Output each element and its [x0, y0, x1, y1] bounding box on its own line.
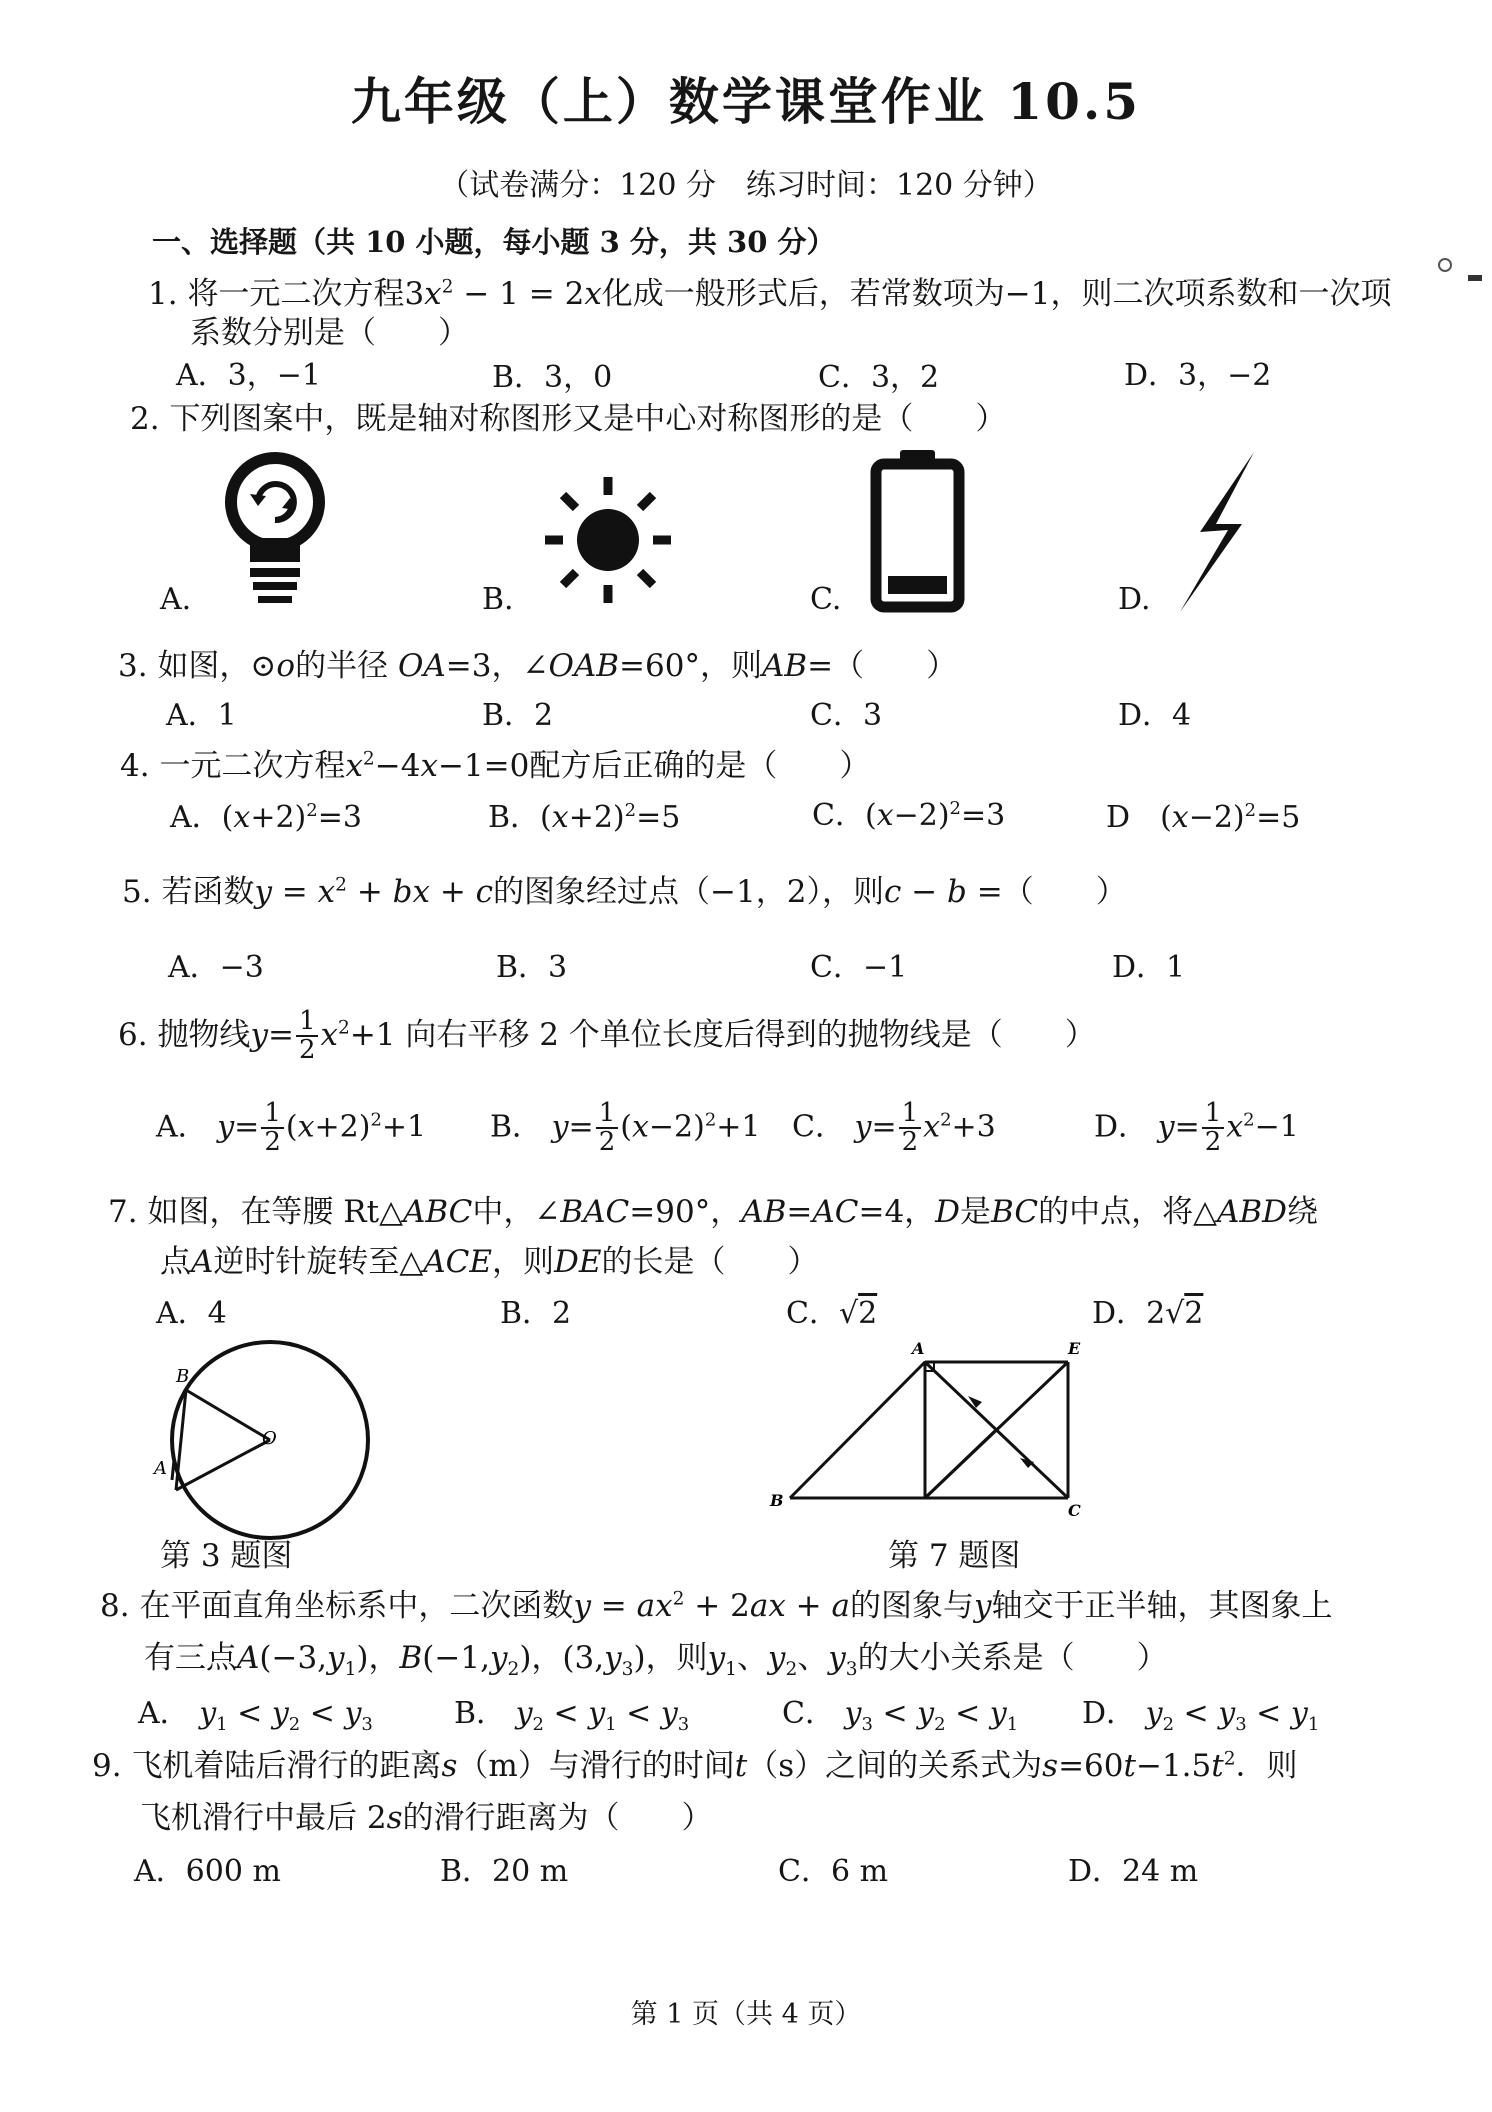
- question-7-cont: 点A逆时针旋转至△ACE，则DE的长是（ ）: [160, 1244, 819, 1280]
- question-text: 配方后正确的是（ ）: [529, 748, 871, 784]
- option-d[interactable]: D．3，−2: [1124, 358, 1272, 393]
- question-text: 的半径: [295, 648, 389, 684]
- lightning-bolt-icon: [1180, 452, 1260, 612]
- point-label-b: B: [176, 1366, 190, 1387]
- question-text: 向右平移 2 个单位长度后得到的抛物线是（ ）: [405, 1016, 1096, 1053]
- point-label-a: A: [912, 1339, 925, 1358]
- point-label-e: E: [1068, 1339, 1081, 1358]
- question-number: 4.: [120, 748, 150, 784]
- page-title: 九年级（上）数学课堂作业 10.5: [350, 72, 1142, 131]
- question-8: 8. 在平面直角坐标系中，二次函数$y = ax^2 + 2ax + a$的图象与y轴交于正半轴，其图象上: [100, 1588, 1333, 1624]
- question-number: 9.: [92, 1748, 122, 1784]
- option-c[interactable]: C．3，2: [818, 360, 940, 395]
- question-9-cont: 飞机滑行中最后 2s的滑行距离为（ ）: [140, 1800, 713, 1836]
- option-d[interactable]: D．1: [1112, 950, 1186, 985]
- question-text: （ ）: [1002, 874, 1127, 910]
- sun-icon: [543, 475, 673, 605]
- option-b[interactable]: B.: [482, 582, 514, 617]
- section-heading: 一、选择题（共 10 小题，每小题 3 分，共 30 分）: [152, 225, 836, 259]
- question-number: 7.: [108, 1194, 138, 1230]
- option-a[interactable]: A.: [160, 582, 192, 617]
- point-label-a: A: [154, 1458, 167, 1479]
- option-a[interactable]: A．1: [166, 698, 237, 733]
- question-text: ，则: [699, 648, 762, 684]
- option-c[interactable]: C．√2: [786, 1296, 878, 1331]
- figure-7-caption: 第 7 题图: [888, 1538, 1021, 1574]
- question-text: （ ）: [833, 648, 958, 684]
- question-3: 3. 如图，⊙o的半径 OA=3，∠OAB=60°，则AB=（ ）: [118, 648, 958, 684]
- question-8-cont: 有三点$A(-3,y_1)$，$B(-1,y_2)$，$(3,y_3)$，则$y_1$、$y_2$、$y_3$的大小关系是（ ）: [144, 1640, 1168, 1681]
- question-9: 9. 飞机着陆后滑行的距离s（m）与滑行的时间t（s）之间的关系式为$s=60t-1.5t^2$．则: [92, 1748, 1298, 1784]
- option-b[interactable]: B．2: [500, 1296, 572, 1331]
- light-bulb-icon: [220, 450, 330, 615]
- option-c[interactable]: C．6 m: [778, 1854, 889, 1889]
- option-a[interactable]: A．3，−1: [176, 358, 321, 393]
- option-c[interactable]: C.: [810, 582, 842, 617]
- option-b[interactable]: B．20 m: [440, 1854, 569, 1889]
- option-a[interactable]: A．600 m: [134, 1854, 281, 1889]
- option-c[interactable]: C．3: [810, 698, 883, 733]
- option-b[interactable]: B．2: [482, 698, 554, 733]
- question-text: 一元二次方程: [159, 748, 346, 784]
- option-c[interactable]: C． $y_3 < y_2 < y_1$: [782, 1696, 1019, 1735]
- option-d[interactable]: D．2√2: [1092, 1296, 1204, 1331]
- exam-info: （试卷满分：120 分 练习时间：120 分钟）: [439, 168, 1053, 203]
- question-4: 4. 一元二次方程$x^2-4x-1=0$配方后正确的是（ ）: [120, 748, 871, 784]
- option-d[interactable]: D.: [1118, 582, 1151, 617]
- figure-3-caption: 第 3 题图: [160, 1538, 293, 1574]
- option-a[interactable]: A．−3: [168, 950, 264, 985]
- question-number: 6.: [118, 1016, 148, 1053]
- page-footer: 第 1 页（共 4 页）: [630, 1999, 862, 2030]
- point-label-o: O: [262, 1428, 277, 1449]
- point-label-b: B: [770, 1491, 784, 1510]
- option-a[interactable]: A．$(x+2)^2=3$: [170, 800, 362, 835]
- option-d[interactable]: D．24 m: [1068, 1854, 1199, 1889]
- question-text: 将一元二次方程: [187, 276, 405, 312]
- figure-3-circle-diagram: [150, 1340, 360, 1550]
- scan-mark: [1438, 258, 1452, 272]
- question-number: 3.: [118, 648, 148, 684]
- question-number: 2.: [130, 401, 160, 437]
- option-b[interactable]: B． y= $\frac{1}{2}$ $(x-2)^2+1$: [490, 1098, 761, 1158]
- figure-7-triangle-diagram: [770, 1338, 1100, 1518]
- question-7: 7. 如图，在等腰 Rt△ABC中，∠BAC=90°，AB=AC=4，D是BC的中点，将△ABD绕: [108, 1194, 1318, 1230]
- option-a[interactable]: A． y= $\frac{1}{2}$ $(x+2)^2+1$: [156, 1098, 427, 1158]
- question-6: 6. 抛物线y= $\frac{1}{2}$ $x^2+1$ 向右平移 2 个单位长度后得到的抛物线是（ ）: [118, 1006, 1096, 1066]
- question-text: 化成一般形式后，若常数项为−1，则二次项系数和一次项: [601, 276, 1392, 312]
- option-b[interactable]: B．3: [496, 950, 568, 985]
- option-b[interactable]: B． $y_2 < y_1 < y_3$: [454, 1696, 690, 1735]
- option-c[interactable]: C．$(x-2)^2=3$: [812, 798, 1006, 833]
- scan-mark: [1468, 275, 1482, 281]
- option-c[interactable]: C． y= $\frac{1}{2}$ $x^2+3$: [792, 1098, 996, 1158]
- equation: $3x^2 - 1 = 2x$: [404, 276, 602, 312]
- question-number: 5.: [122, 874, 152, 910]
- question-5: 5. 若函数$y = x^2$ + bx + c的图象经过点（−1，2），则c − b =（ ）: [122, 874, 1127, 910]
- question-text: 下列图案中，既是轴对称图形又是中心对称图形的是（ ）: [169, 401, 1007, 437]
- question-text: 如图，⊙: [157, 648, 277, 684]
- question-2: [130, 393, 1006, 438]
- option-b[interactable]: B．3，0: [492, 360, 613, 395]
- option-c[interactable]: C．−1: [810, 950, 908, 985]
- question-text: 若函数: [161, 874, 255, 910]
- option-a[interactable]: A． $y_1 < y_2 < y_3$: [138, 1696, 373, 1735]
- option-d[interactable]: D．4: [1118, 698, 1192, 733]
- question-text: 的图象经过点（−1，2），则: [493, 874, 884, 910]
- question-text: 抛物线: [157, 1016, 251, 1053]
- question-number: 8.: [100, 1588, 130, 1624]
- option-d[interactable]: D． $y_2 < y_3 < y_1$: [1082, 1696, 1320, 1735]
- option-b[interactable]: B．$(x+2)^2=5$: [488, 800, 681, 835]
- option-d[interactable]: D $(x-2)^2=5$: [1106, 800, 1301, 835]
- battery-icon: [870, 450, 965, 612]
- option-d[interactable]: D． y= $\frac{1}{2}$ $x^2-1$: [1094, 1098, 1299, 1158]
- option-a[interactable]: A．4: [156, 1296, 227, 1331]
- point-label-c: C: [1068, 1501, 1081, 1520]
- question-number: 1.: [148, 276, 178, 312]
- question-1-cont: 系数分别是（ ）: [190, 315, 469, 351]
